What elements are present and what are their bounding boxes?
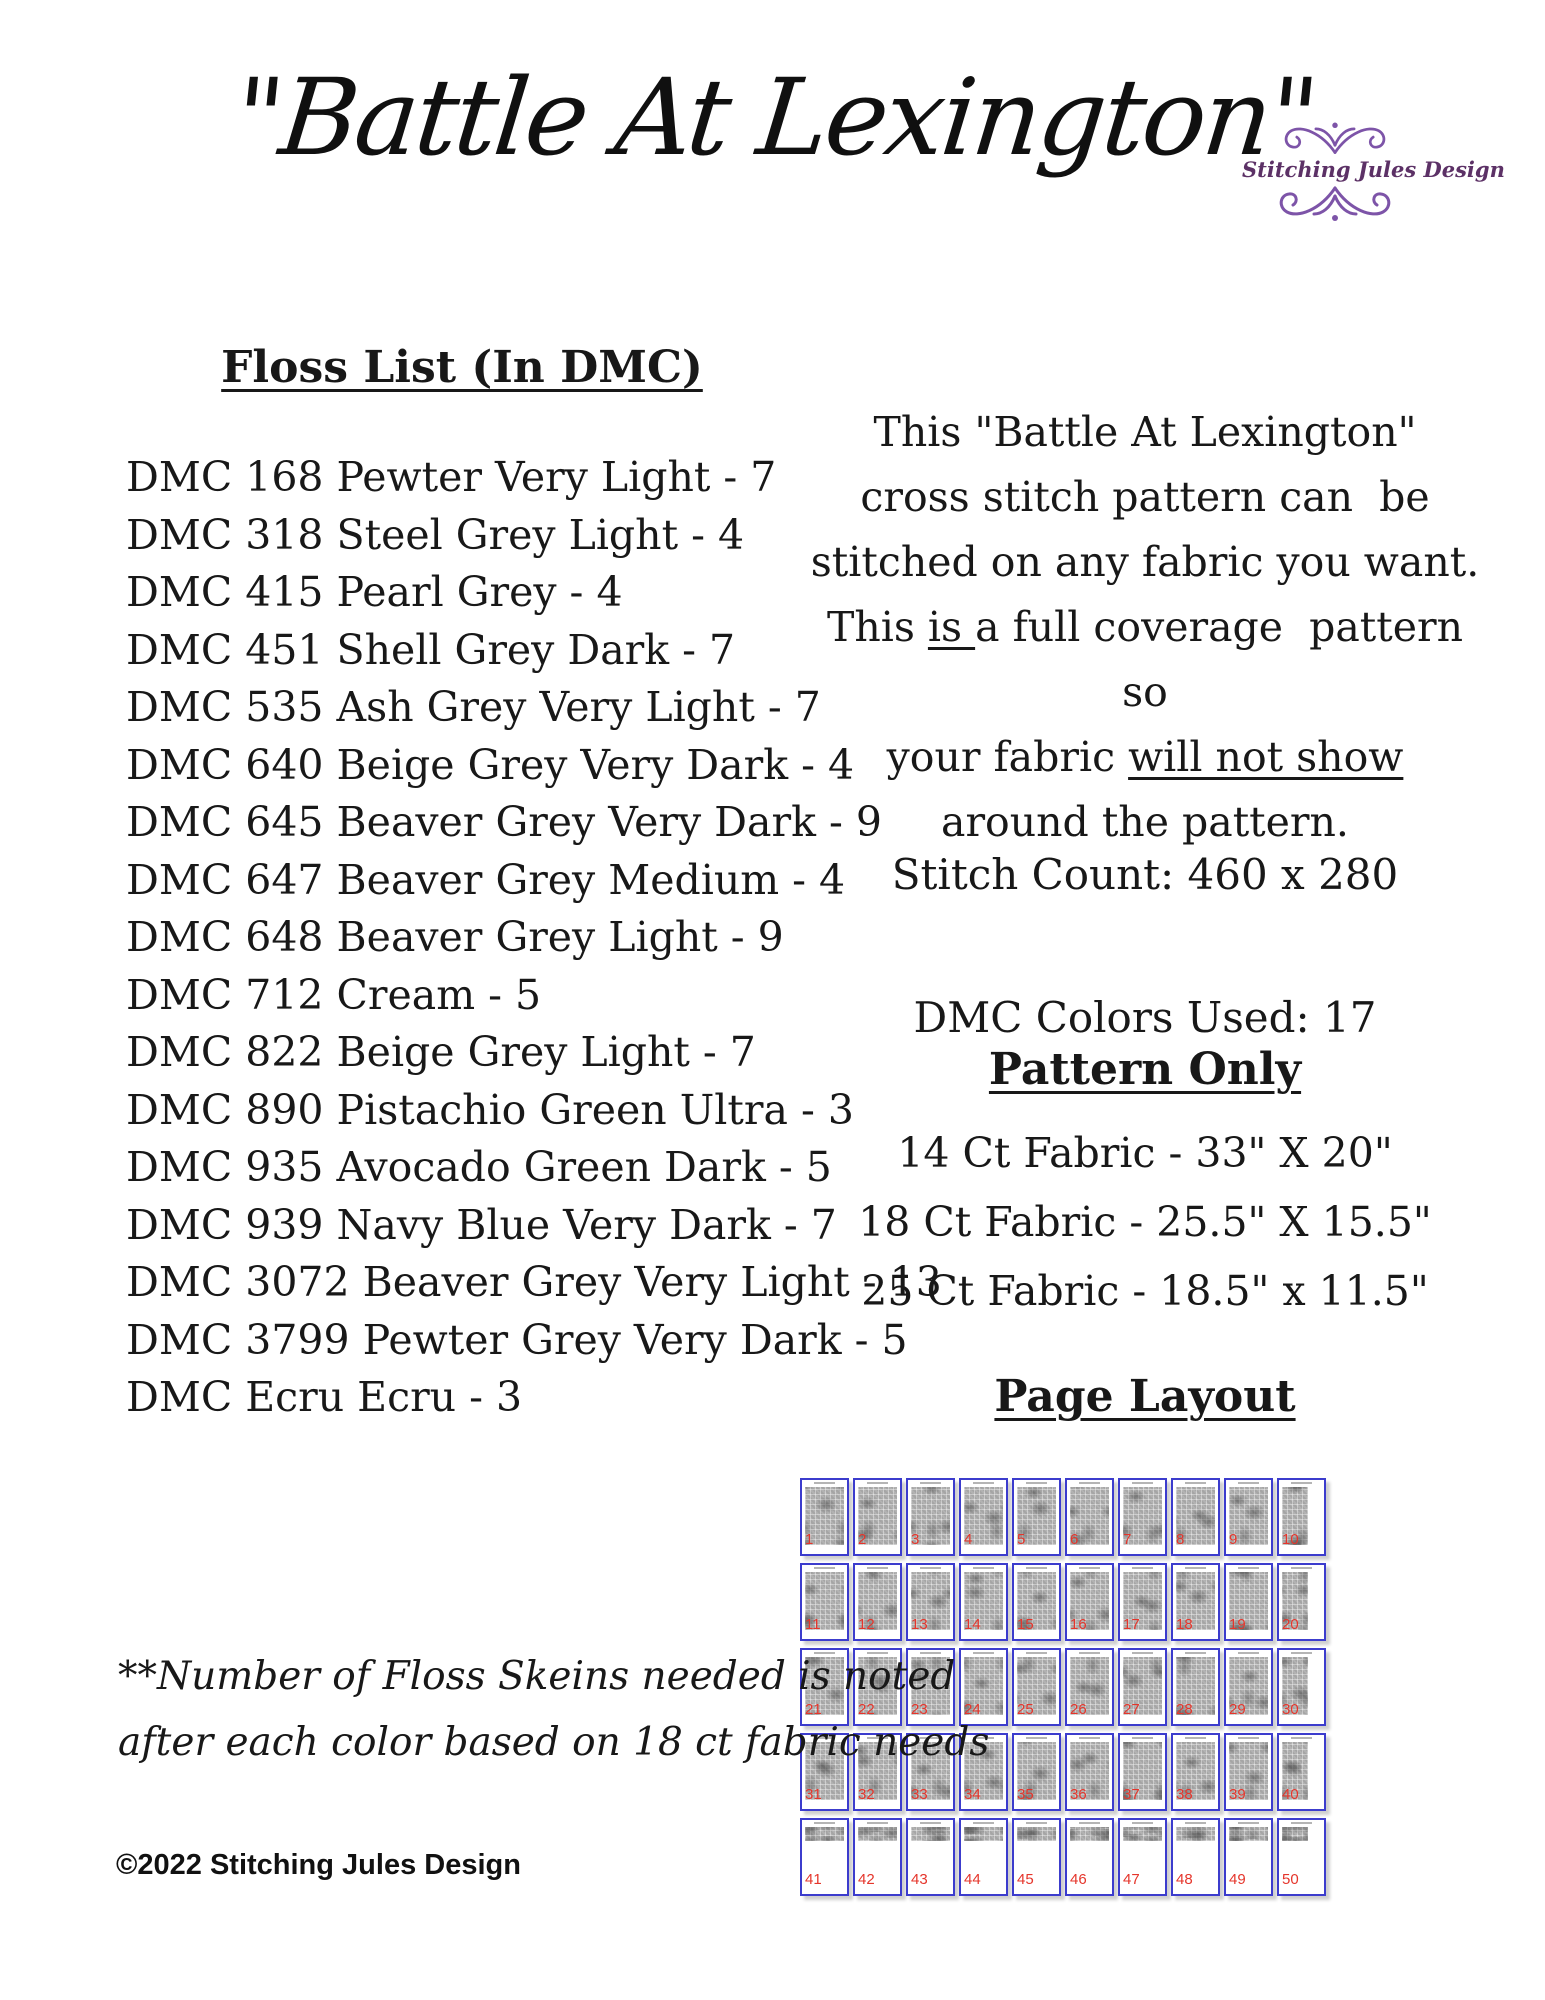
floss-item: DMC 535 Ash Grey Very Light - 7 [126,683,821,731]
description-line: This is a full coverage pattern so [826,603,1490,716]
page-thumbnail [1224,1648,1273,1726]
thumbnail-caption [867,1482,889,1484]
page-number: 46 [1070,1871,1087,1888]
page-thumbnail [1065,1648,1114,1726]
thumbnail-pattern-preview [1176,1827,1215,1841]
thumbnail-caption [1132,1482,1154,1484]
page-thumbnail [1224,1818,1273,1896]
page-number: 21 [805,1701,822,1718]
thumbnail-caption [1185,1737,1207,1739]
page-number: 50 [1282,1871,1299,1888]
page-thumbnail [1224,1563,1273,1641]
page-number: 5 [1017,1531,1026,1548]
thumbnail-caption [1079,1567,1101,1569]
thumbnail-caption [920,1567,942,1569]
brand-logo [1242,118,1505,226]
page-number: 47 [1123,1871,1140,1888]
page-number: 16 [1070,1616,1087,1633]
page-thumbnail [959,1478,1008,1556]
thumbnail-caption [920,1822,942,1824]
floss-item: DMC 890 Pistachio Green Ultra - 3 [126,1085,854,1134]
pattern-only-heading [800,1044,1490,1095]
thumbnail-pattern-preview [1123,1827,1162,1841]
thumbnail-caption [1291,1567,1313,1569]
fabric-size-item: 18 Ct Fabric - 25.5" X 15.5" [858,1198,1432,1246]
floss-item: DMC 168 Pewter Very Light - 7 [126,453,777,501]
page-number: 12 [858,1616,875,1633]
page-number: 49 [1229,1871,1246,1888]
page-thumbnail [1171,1733,1220,1811]
description-line: This "Battle At Lexington" [873,408,1417,456]
description-line: stitched on any fabric you want. [810,538,1480,586]
page-thumbnail [1277,1563,1326,1641]
page-number: 26 [1070,1701,1087,1718]
thumbnail-caption [1026,1822,1048,1824]
page-number: 38 [1176,1786,1193,1803]
pattern-title: "Battle At Lexington" [228,56,1322,179]
page-number: 22 [858,1701,875,1718]
floss-item: DMC 645 Beaver Grey Very Dark - 9 [126,798,882,846]
page-number: 27 [1123,1701,1140,1718]
page-number: 45 [1017,1871,1034,1888]
thumbnail-caption [973,1482,995,1484]
page-number: 17 [1123,1616,1140,1633]
page-number: 37 [1123,1786,1140,1803]
page-layout-heading [800,1371,1490,1422]
floss-list-heading-text: Floss List (In DMC) [221,342,703,393]
page-number: 4 [964,1531,973,1548]
page-thumbnail [853,1818,902,1896]
page-thumbnail [1224,1733,1273,1811]
thumbnail-caption [973,1567,995,1569]
thumbnail-pattern-preview [1017,1827,1056,1841]
dmc-colors-used: DMC Colors Used: 17 [913,993,1377,1042]
thumbnail-caption [814,1567,836,1569]
floss-item: DMC 822 Beige Grey Light - 7 [126,1028,756,1076]
thumbnail-caption [1291,1822,1313,1824]
footnote-line: **Number of Floss Skeins needed is noted [118,1654,956,1699]
page-number: 10 [1282,1531,1299,1548]
thumbnail-caption [1238,1482,1260,1484]
thumbnail-pattern-preview [911,1827,950,1841]
thumbnail-caption [1185,1652,1207,1654]
page-number: 11 [805,1616,821,1633]
flourish-ornament-icon [1260,182,1410,226]
thumbnail-caption [1079,1652,1101,1654]
floss-item: DMC Ecru Ecru - 3 [126,1373,523,1421]
page-number: 18 [1176,1616,1193,1633]
floss-item: DMC 3799 Pewter Grey Very Dark - 5 [126,1315,908,1364]
thumbnail-caption [1026,1737,1048,1739]
flourish-ornament-icon [1260,118,1410,158]
page-number: 7 [1123,1531,1132,1548]
page-number: 31 [805,1786,822,1803]
page-number: 19 [1229,1616,1246,1633]
description-line: around the pattern. [941,798,1349,846]
page-thumbnail [1012,1733,1061,1811]
floss-item: DMC 939 Navy Blue Very Dark - 7 [126,1200,837,1249]
page-thumbnail [1065,1563,1114,1641]
page-thumbnail [853,1478,902,1556]
page-thumbnail [1277,1478,1326,1556]
thumbnail-caption [920,1482,942,1484]
description-line: your fabric will not show [886,733,1404,781]
page-number: 40 [1282,1786,1299,1803]
page-number: 9 [1229,1531,1238,1548]
thumbnail-caption [814,1482,836,1484]
page-number: 39 [1229,1786,1246,1803]
thumbnail-caption [1291,1482,1313,1484]
thumbnail-caption [1238,1652,1260,1654]
page-thumbnail [853,1563,902,1641]
thumbnail-pattern-preview [858,1827,897,1841]
page-number: 29 [1229,1701,1246,1718]
thumbnail-pattern-preview [1070,1827,1109,1841]
thumbnail-caption [1132,1567,1154,1569]
thumbnail-caption [1079,1822,1101,1824]
page-number: 41 [805,1871,822,1888]
thumbnail-caption [1079,1737,1101,1739]
floss-item: DMC 712 Cream - 5 [126,970,542,1019]
page-number: 30 [1282,1701,1299,1718]
page-thumbnail [1224,1478,1273,1556]
thumbnail-caption [1132,1652,1154,1654]
thumbnail-caption [1185,1482,1207,1484]
thumbnail-caption [1238,1737,1260,1739]
page-thumbnail [959,1818,1008,1896]
page-number: 6 [1070,1531,1079,1548]
page-thumbnail [1118,1818,1167,1896]
page-thumbnail [1012,1818,1061,1896]
pattern-description [800,400,1490,855]
thumbnail-caption [1079,1482,1101,1484]
page-thumbnail [1118,1733,1167,1811]
skein-footnote [118,1644,989,1776]
floss-item: DMC 935 Avocado Green Dark - 5 [126,1143,832,1191]
page-thumbnail [1277,1648,1326,1726]
floss-list-heading [126,342,798,393]
page-number: 2 [858,1531,867,1548]
page-number: 44 [964,1871,981,1888]
page-number: 34 [964,1786,981,1803]
fabric-size-list [800,1119,1490,1326]
page-number: 1 [805,1531,814,1548]
floss-item: DMC 648 Beaver Grey Light - 9 [126,913,784,961]
thumbnail-caption [1238,1822,1260,1824]
floss-item: DMC 451 Shell Grey Dark - 7 [126,625,736,674]
thumbnail-caption [1238,1567,1260,1569]
page-number: 36 [1070,1786,1087,1803]
page-thumbnail [1277,1733,1326,1811]
thumbnail-pattern-preview [805,1827,844,1841]
thumbnail-caption [1185,1567,1207,1569]
page-number: 48 [1176,1871,1193,1888]
page-thumbnail [1171,1818,1220,1896]
page-thumbnail [1171,1478,1220,1556]
thumbnail-caption [1291,1652,1313,1654]
page-thumbnail [1277,1818,1326,1896]
page-thumbnail [906,1478,955,1556]
pattern-only-heading-text: Pattern Only [988,1044,1302,1095]
floss-item: DMC 415 Pearl Grey - 4 [126,568,623,616]
page-thumbnail [800,1478,849,1556]
page-number: 20 [1282,1616,1299,1633]
page-thumbnail [1118,1648,1167,1726]
thumbnail-caption [1132,1737,1154,1739]
thumbnail-caption [1132,1822,1154,1824]
page-thumbnail [1171,1563,1220,1641]
thumbnail-caption [973,1822,995,1824]
thumbnail-pattern-preview [964,1827,1003,1841]
page-number: 15 [1017,1616,1034,1633]
page-number: 32 [858,1786,875,1803]
thumbnail-caption [867,1567,889,1569]
floss-item: DMC 647 Beaver Grey Medium - 4 [126,855,846,904]
thumbnail-caption [1291,1737,1313,1739]
thumbnail-pattern-preview [1229,1827,1268,1841]
page-number: 14 [964,1616,981,1633]
page-thumbnail [1118,1563,1167,1641]
page-thumbnail [1118,1478,1167,1556]
brand-name: Stitching Jules Design [1242,157,1505,182]
page-number: 25 [1017,1701,1034,1718]
thumbnail-caption [1185,1822,1207,1824]
page-thumbnail [800,1563,849,1641]
page-number: 3 [911,1531,920,1548]
page-layout-heading-text: Page Layout [994,1371,1296,1422]
thumbnail-caption [1026,1652,1048,1654]
page-thumbnail [1012,1563,1061,1641]
page-number: 13 [911,1616,928,1633]
floss-item: DMC 3072 Beaver Grey Very Light - 13 [126,1258,942,1306]
page-thumbnail [1065,1478,1114,1556]
page-thumbnail [959,1563,1008,1641]
thumbnail-caption [1026,1567,1048,1569]
page-thumbnail [1065,1818,1114,1896]
page-number: 28 [1176,1701,1193,1718]
page-number: 24 [964,1701,981,1718]
page-thumbnail [1171,1648,1220,1726]
description-line: cross stitch pattern can be [860,473,1430,521]
page-number: 8 [1176,1531,1185,1548]
fabric-size-item: 14 Ct Fabric - 33" X 20" [897,1129,1393,1177]
copyright: ©2022 Stitching Jules Design [116,1849,521,1881]
fabric-size-item: 25 Ct Fabric - 18.5" x 11.5" [861,1267,1429,1315]
page-thumbnail [1012,1648,1061,1726]
page-number: 23 [911,1701,928,1718]
floss-item: DMC 318 Steel Grey Light - 4 [126,510,745,559]
page-thumbnail [906,1563,955,1641]
stitch-count: Stitch Count: 460 x 280 [891,850,1399,899]
thumbnail-caption [867,1822,889,1824]
page-number: 35 [1017,1786,1034,1803]
page-number: 43 [911,1871,928,1888]
thumbnail-pattern-preview [1282,1827,1308,1841]
page-number: 33 [911,1786,928,1803]
thumbnail-caption [814,1822,836,1824]
page-thumbnail [1065,1733,1114,1811]
page-thumbnail [906,1818,955,1896]
footnote-line: after each color based on 18 ct fabric needs [118,1720,990,1765]
thumbnail-caption [1026,1482,1048,1484]
page-thumbnail [1012,1478,1061,1556]
floss-item: DMC 640 Beige Grey Very Dark - 4 [126,740,855,789]
page-thumbnail [800,1818,849,1896]
page-number: 42 [858,1871,875,1888]
